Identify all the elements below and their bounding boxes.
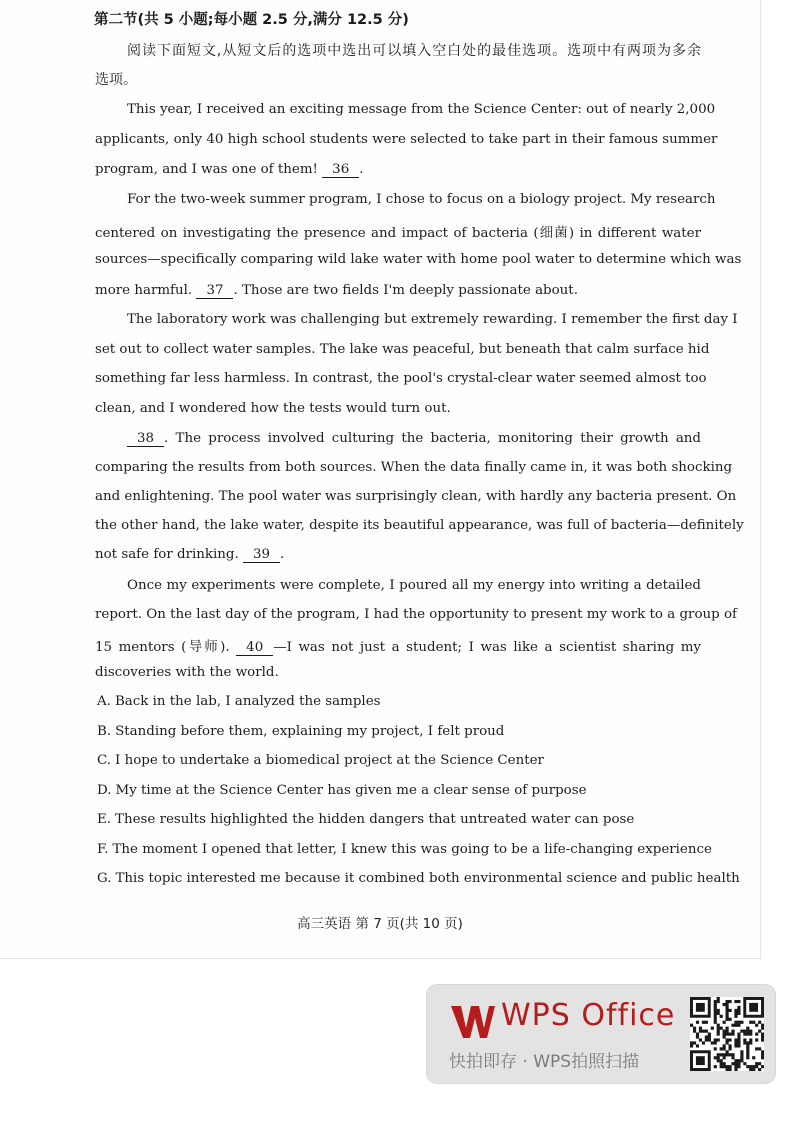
passage-text: more harmful.: [95, 283, 197, 298]
option-text: The moment I opened that letter, I knew this was going to be a life-changing experience: [112, 842, 712, 857]
wps-subtitle: 快拍即存 · WPS拍照扫描: [449, 1052, 640, 1072]
passage-line: For the two-week summer program, I chose to focus on a biology project. My research: [127, 192, 716, 207]
passage-line: The laboratory work was challenging but extremely rewarding. I remember the first day I: [127, 312, 738, 327]
option-text: My time at the Science Center has given me a clear sense of purpose: [115, 783, 587, 798]
passage-line: This year, I received an exciting message from the Science Center: out of nearly 2,000: [127, 102, 716, 117]
passage-line: discoveries with the world.: [95, 665, 279, 680]
passage-line: applicants, only 40 high school students were selected to take part in their famous summer: [95, 132, 718, 147]
option-b: [97, 724, 504, 739]
option-letter: B.: [97, 724, 112, 739]
option-text: I hope to undertake a biomedical project at the Science Center: [115, 753, 544, 768]
passage-text: not safe for drinking.: [95, 547, 243, 562]
passage-line: sources—specifically comparing wild lake water with home pool water to determine which was: [95, 252, 742, 267]
passage-text: . The process involved culturing the bacteria, monitoring their growth and: [164, 431, 701, 446]
passage-line: clean, and I wondered how the tests would turn out.: [95, 401, 451, 416]
passage-line: [95, 636, 701, 656]
instruction-line: 选项。: [95, 72, 137, 88]
passage-text: program, and I was one of them!: [95, 162, 323, 177]
qr-code-icon[interactable]: [690, 997, 764, 1071]
passage-text: . Those are two fields I'm deeply passionate about.: [233, 283, 578, 298]
option-letter: G.: [97, 871, 112, 886]
blank-38: 38: [127, 431, 164, 447]
passage-line: [95, 162, 701, 178]
passage-line: comparing the results from both sources. When the data finally came in, it was both shocking: [95, 460, 733, 475]
passage-line: [127, 431, 701, 447]
option-text: Standing before them, explaining my project, I felt proud: [115, 724, 505, 739]
passage-line: something far less harmless. In contrast, the pool's crystal-clear water seemed almost too: [95, 371, 707, 386]
passage-text: 15 mentors (导师).: [95, 640, 237, 655]
option-c: [97, 753, 544, 768]
passage-line: the other hand, the lake water, despite its beautiful appearance, was full of bacteria—definitely: [95, 518, 744, 533]
page-footer: 高三英语 第 7 页(共 10 页): [297, 916, 463, 932]
blank-39: 39: [243, 547, 280, 563]
option-text: Back in the lab, I analyzed the samples: [114, 694, 381, 709]
passage-line: and enlightening. The pool water was surprisingly clean, with hardly any bacteria present. On: [95, 489, 737, 504]
blank-36: 36: [322, 162, 359, 178]
option-letter: F.: [97, 842, 109, 857]
option-e: [97, 812, 634, 827]
option-d: [97, 783, 587, 798]
blank-40: 40: [236, 640, 273, 656]
option-letter: E.: [97, 812, 112, 827]
passage-line: report. On the last day of the program, I had the opportunity to present my work to a group of: [95, 607, 737, 622]
section-title: 第二节(共 5 小题;每小题 2.5 分,满分 12.5 分): [94, 12, 409, 28]
wps-title: WPS Office: [501, 998, 676, 1033]
option-text: These results highlighted the hidden dangers that untreated water can pose: [115, 812, 635, 827]
option-a: [97, 694, 381, 709]
blank-37: 37: [196, 283, 233, 299]
option-g: [97, 871, 740, 886]
passage-line: Once my experiments were complete, I poured all my energy into writing a detailed: [127, 578, 701, 593]
option-text: This topic interested me because it combined both environmental science and public health: [115, 871, 740, 886]
option-f: [97, 842, 712, 857]
option-letter: A.: [97, 694, 111, 709]
passage-line: [95, 547, 701, 563]
passage-line: centered on investigating the presence and impact of bacteria (细菌) in different water: [95, 226, 701, 241]
passage-text: —I was not just a student; I was like a scientist sharing my: [273, 640, 702, 655]
passage-line: set out to collect water samples. The lake was peaceful, but beneath that calm surface hid: [95, 342, 710, 357]
option-letter: C.: [97, 753, 112, 768]
instruction-line: 阅读下面短文,从短文后的选项中选出可以填入空白处的最佳选项。选项中有两项为多余: [127, 43, 701, 59]
passage-line: [95, 283, 701, 299]
passage-text: .: [280, 547, 285, 562]
wps-watermark-badge: [427, 985, 775, 1083]
passage-text: .: [359, 162, 364, 177]
wps-logo-icon: [449, 1002, 495, 1042]
option-letter: D.: [97, 783, 112, 798]
